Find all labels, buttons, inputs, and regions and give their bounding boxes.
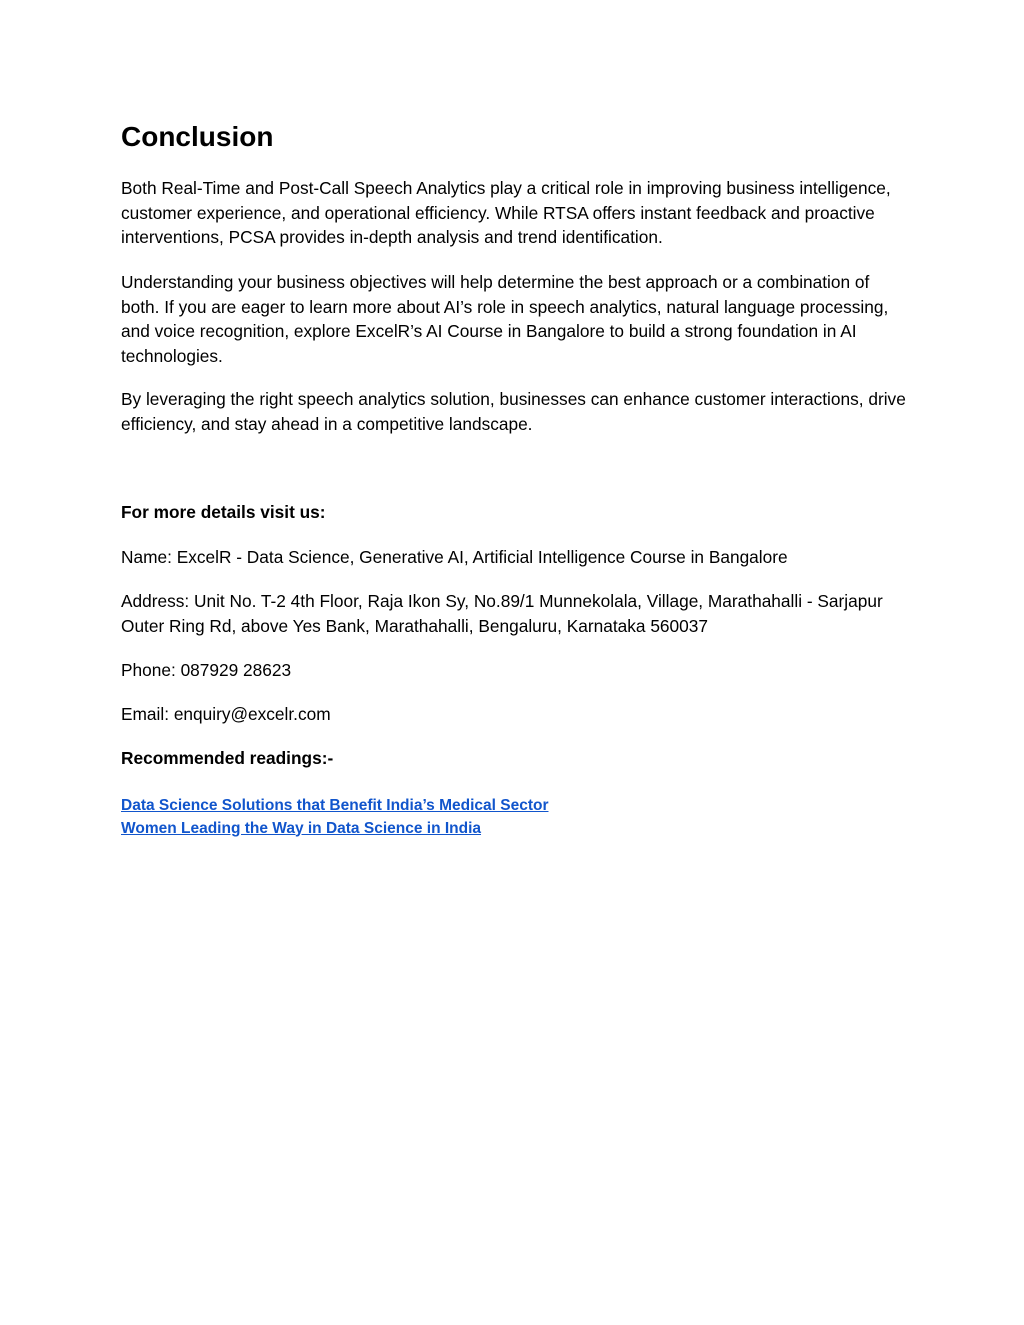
recommended-link-medical-sector[interactable]: Data Science Solutions that Benefit India’s Medical Sector (121, 797, 549, 814)
conclusion-paragraph-2: Understanding your business objectives will help determine the best approach or a combination of both. If you are eager to learn more about AI’s role in speech analytics, natural language processing, and voice recognition, explore ExcelR’s AI Course in Bangalore to build a strong foundation in AI technologies. (121, 272, 889, 366)
contact-address: Address: Unit No. T-2 4th Floor, Raja Ikon Sy, No.89/1 Munnekolala, Village, Marathahalli - Sarjapur Outer Ring Rd, above Yes Bank, Marathahalli, Bengaluru, Karnataka 560037 (121, 591, 883, 636)
recommended-heading: Recommended readings:- (121, 748, 334, 768)
conclusion-paragraph-1: Both Real-Time and Post-Call Speech Analytics play a critical role in improving business intelligence, customer experience, and operational efficiency. While RTSA offers instant feedback and proactive interventions, PCSA provides in-depth analysis and trend identification. (121, 178, 891, 247)
contact-name: Name: ExcelR - Data Science, Generative AI, Artificial Intelligence Course in Bangalore (121, 547, 788, 567)
recommended-link-women-in-data-science[interactable]: Women Leading the Way in Data Science in India (121, 819, 482, 837)
contact-phone: Phone: 087929 28623 (121, 660, 292, 680)
contact-email: Email: enquiry@excelr.com (121, 704, 331, 724)
contact-heading: For more details visit us: (121, 502, 326, 522)
recommended-links (121, 795, 549, 840)
conclusion-paragraph-3: By leveraging the right speech analytics solution, businesses can enhance customer interactions, drive efficiency, and stay ahead in a competitive landscape. (121, 389, 906, 434)
conclusion-heading: Conclusion (121, 121, 274, 152)
